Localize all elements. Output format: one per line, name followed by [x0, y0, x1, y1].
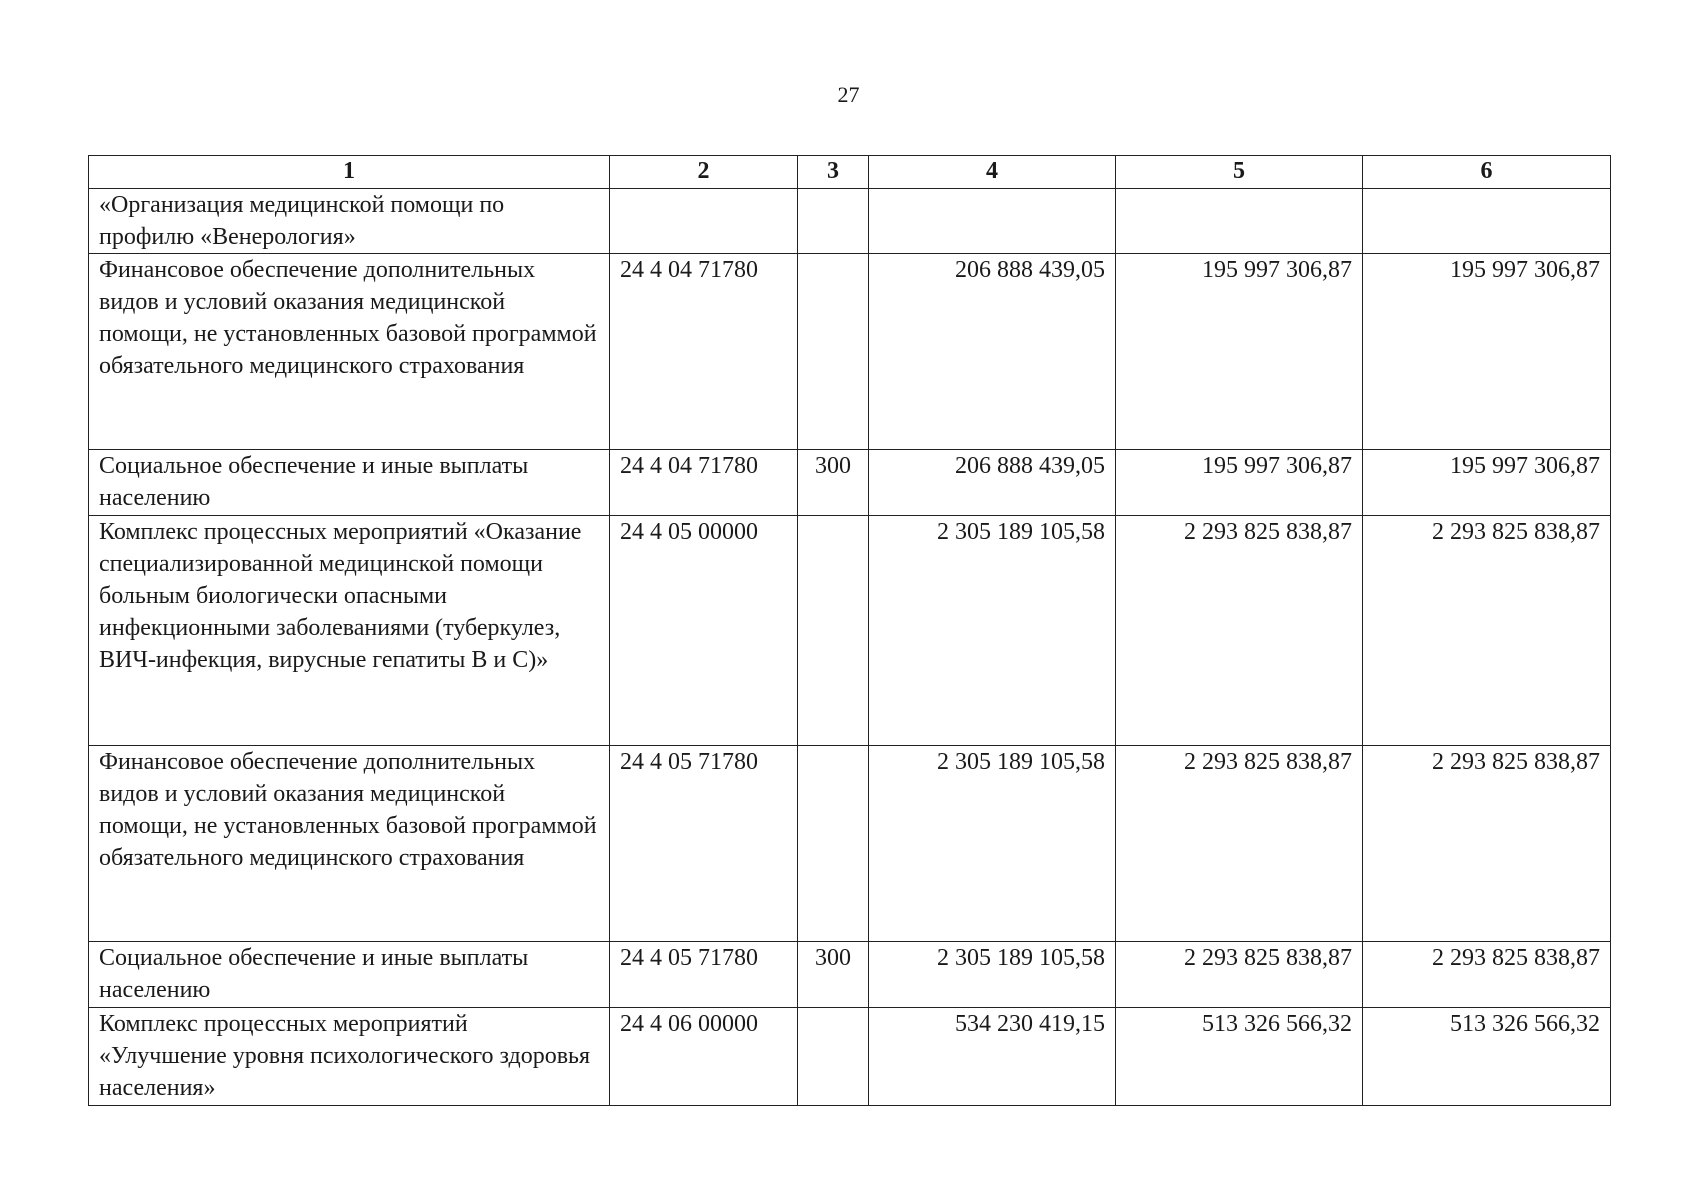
row-expense-type — [798, 254, 869, 450]
row-name: «Организация медицинской помощи по профилю «Венерология» — [89, 189, 610, 254]
row-value-4: 534 230 419,15 — [869, 1008, 1116, 1106]
row-expense-type — [798, 1008, 869, 1106]
row-value-4: 206 888 439,05 — [869, 254, 1116, 450]
row-code — [610, 189, 798, 254]
header-col-4: 4 — [869, 156, 1116, 189]
row-value-6: 195 997 306,87 — [1363, 450, 1611, 516]
row-name: Комплекс процессных мероприятий «Оказание специализированной медицинской помощи больным биологически опасными инфекционными заболеваниями (туберкулез, ВИЧ-инфекция, вирусные гепатиты В и С)» — [89, 516, 610, 746]
row-expense-type — [798, 746, 869, 942]
row-value-5: 195 997 306,87 — [1116, 254, 1363, 450]
row-expense-type: 300 — [798, 450, 869, 516]
table-row — [89, 746, 1611, 942]
row-value-5: 513 326 566,32 — [1116, 1008, 1363, 1106]
row-value-5: 195 997 306,87 — [1116, 450, 1363, 516]
row-expense-type — [798, 516, 869, 746]
table-row — [89, 450, 1611, 516]
table-header-row — [89, 156, 1611, 189]
row-value-4 — [869, 189, 1116, 254]
row-value-5: 2 293 825 838,87 — [1116, 746, 1363, 942]
row-name: Финансовое обеспечение дополнительных видов и условий оказания медицинской помощи, не установленных базовой программой обязательного медицинского страхования — [89, 746, 610, 942]
row-value-4: 206 888 439,05 — [869, 450, 1116, 516]
table-row — [89, 1008, 1611, 1106]
row-code: 24 4 05 71780 — [610, 746, 798, 942]
header-col-5: 5 — [1116, 156, 1363, 189]
row-value-5: 2 293 825 838,87 — [1116, 942, 1363, 1008]
budget-table — [88, 155, 1611, 1106]
row-code: 24 4 05 00000 — [610, 516, 798, 746]
row-code: 24 4 05 71780 — [610, 942, 798, 1008]
row-value-6: 195 997 306,87 — [1363, 254, 1611, 450]
header-col-2: 2 — [610, 156, 798, 189]
page-number: 27 — [837, 82, 860, 107]
row-expense-type — [798, 189, 869, 254]
row-code: 24 4 04 71780 — [610, 254, 798, 450]
row-value-6: 2 293 825 838,87 — [1363, 942, 1611, 1008]
row-name: Комплекс процессных мероприятий «Улучшение уровня психологического здоровья населения» — [89, 1008, 610, 1106]
table-row — [89, 942, 1611, 1008]
header-col-6: 6 — [1363, 156, 1611, 189]
row-value-4: 2 305 189 105,58 — [869, 942, 1116, 1008]
row-expense-type: 300 — [798, 942, 869, 1008]
row-code: 24 4 06 00000 — [610, 1008, 798, 1106]
header-col-1: 1 — [89, 156, 610, 189]
row-value-6 — [1363, 189, 1611, 254]
table-row — [89, 189, 1611, 254]
row-value-6: 513 326 566,32 — [1363, 1008, 1611, 1106]
row-value-6: 2 293 825 838,87 — [1363, 746, 1611, 942]
row-name: Социальное обеспечение и иные выплаты населению — [89, 450, 610, 516]
row-code: 24 4 04 71780 — [610, 450, 798, 516]
table-row — [89, 254, 1611, 450]
table-row — [89, 516, 1611, 746]
row-name: Финансовое обеспечение дополнительных видов и условий оказания медицинской помощи, не установленных базовой программой обязательного медицинского страхования — [89, 254, 610, 450]
row-value-5: 2 293 825 838,87 — [1116, 516, 1363, 746]
header-col-3: 3 — [798, 156, 869, 189]
row-value-4: 2 305 189 105,58 — [869, 746, 1116, 942]
row-name: Социальное обеспечение и иные выплаты населению — [89, 942, 610, 1008]
row-value-5 — [1116, 189, 1363, 254]
row-value-6: 2 293 825 838,87 — [1363, 516, 1611, 746]
row-value-4: 2 305 189 105,58 — [869, 516, 1116, 746]
